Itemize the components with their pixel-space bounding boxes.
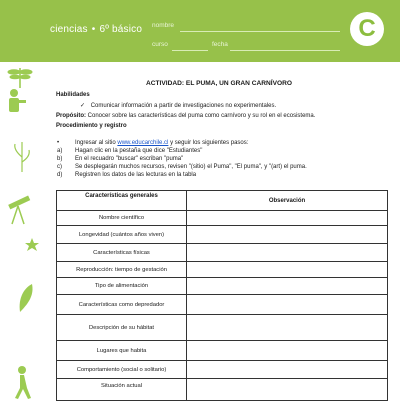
table-row <box>57 361 388 379</box>
row-label: Características físicas <box>57 244 187 262</box>
step-row <box>57 148 202 154</box>
step-row <box>57 140 248 146</box>
observation-cell[interactable] <box>187 278 388 295</box>
step-marker: d) <box>57 172 63 178</box>
grade-label: 6º básico <box>99 24 143 35</box>
subject-separator: • <box>91 24 96 35</box>
table-row <box>57 341 388 361</box>
observation-cell[interactable] <box>187 361 388 379</box>
step-text: Registren los datos de las lecturas en la tabla <box>75 172 197 178</box>
observation-cell[interactable] <box>187 379 388 401</box>
observation-cell[interactable] <box>187 262 388 278</box>
step-text: Se desplegarán muchos recursos, revisen "(sitio) el Puma", "El puma", y "(art) el puma. <box>75 164 307 170</box>
subject-label: ciencias <box>50 24 88 35</box>
step-marker: c) <box>57 164 62 170</box>
table-row <box>57 295 388 315</box>
row-label: Reproducción: tiempo de gestación <box>57 262 187 278</box>
row-label: Características como depredador <box>57 295 187 315</box>
educarchile-link[interactable]: www.educarchile.cl <box>117 140 169 146</box>
table-row <box>57 278 388 295</box>
habilidad-text: Comunicar información a partir de investigaciones no experimentales. <box>90 103 277 109</box>
name-label: nombre <box>152 22 175 29</box>
observation-cell[interactable] <box>187 226 388 244</box>
characteristics-table <box>56 190 388 401</box>
habilidades-heading: Habilidades <box>56 92 90 98</box>
step-row <box>57 172 196 178</box>
step-marker: b) <box>57 156 63 162</box>
step-text: En el recuadro "buscar" escriban "puma" <box>75 156 184 162</box>
check-icon: ✓ <box>80 103 86 109</box>
step-row <box>57 164 307 170</box>
proposito-text: Conocer sobre las características del puma como carnívoro y su rol en el ecosistema. <box>87 113 316 119</box>
table-row <box>57 379 388 401</box>
header-characteristics: Características generales <box>57 191 187 211</box>
header-observation: Observación <box>187 191 388 211</box>
step-marker: a) <box>57 148 63 154</box>
activity-title: ACTIVIDAD: EL PUMA, UN GRAN CARNÍVORO <box>146 80 293 87</box>
table-header-row <box>57 191 388 211</box>
table-row <box>57 211 388 226</box>
observation-cell[interactable] <box>187 315 388 341</box>
table-row <box>57 315 388 341</box>
step-text: Hagan clic en la pestaña que dice "Estudiantes" <box>75 148 203 154</box>
badge-letter: C <box>358 15 376 42</box>
habilidad-item <box>80 102 276 109</box>
table-row <box>57 262 388 278</box>
proposito-line <box>56 113 315 119</box>
row-label: Longevidad (cuántos años viven) <box>57 226 187 244</box>
row-label: Lugares que habita <box>57 341 187 361</box>
row-label: Nombre científico <box>57 211 187 226</box>
step-row <box>57 156 183 162</box>
procedimiento-heading: Procedimiento y registro <box>56 123 127 129</box>
observation-cell[interactable] <box>187 211 388 226</box>
date-label: fecha <box>212 41 228 48</box>
table-row <box>57 244 388 262</box>
course-label: curso <box>152 41 168 48</box>
step-marker: • <box>57 140 60 146</box>
step-text-tail: y seguir los siguientes pasos: <box>170 140 249 146</box>
row-label: Comportamiento (social o solitario) <box>57 361 187 379</box>
observation-cell[interactable] <box>187 244 388 262</box>
row-label: Tipo de alimentación <box>57 278 187 295</box>
row-label: Situación actual <box>57 379 187 401</box>
row-label: Descripción de su hábitat <box>57 315 187 341</box>
table-row <box>57 226 388 244</box>
step-text: Ingresar al sitio <box>75 140 116 146</box>
observation-cell[interactable] <box>187 341 388 361</box>
observation-cell[interactable] <box>187 295 388 315</box>
proposito-label: Propósito: <box>56 113 86 119</box>
